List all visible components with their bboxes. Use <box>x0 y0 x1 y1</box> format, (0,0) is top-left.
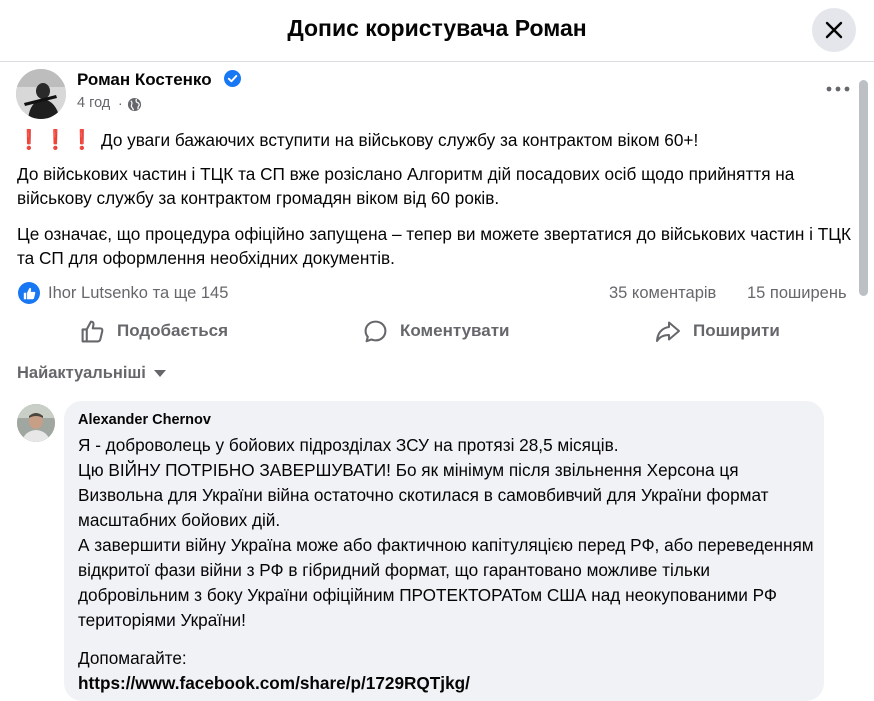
globe-icon <box>127 97 142 112</box>
post-headline <box>17 128 862 153</box>
commenter-name[interactable]: Alexander Chernov <box>78 412 211 428</box>
exclamation-icon: ❗❗❗ <box>17 130 97 151</box>
comment-bubble-icon <box>363 319 388 344</box>
share-button[interactable] <box>655 314 780 348</box>
like-label: Подобається <box>117 321 229 340</box>
comment-label: Коментувати <box>400 321 510 340</box>
comment-line-1: Я - доброволець у бойових підрозділах ЗСУ на протязі 28,5 місяців. <box>78 435 619 455</box>
post-timestamp[interactable]: 4 год <box>77 95 111 111</box>
share-label: Поширити <box>693 321 780 340</box>
comment-sort-dropdown[interactable] <box>17 364 166 383</box>
post-options-button[interactable] <box>818 76 858 102</box>
post-paragraph-1: До військових частин і ТЦК та СП вже розіслано Алгоритм дій посадових осіб щодо прийняття на військову службу за контрактом громадян віком від 60 років. <box>17 164 795 208</box>
like-button[interactable] <box>80 314 228 348</box>
comment-share-link[interactable]: https://www.facebook.com/share/p/1729RQTjkg/ <box>78 673 470 693</box>
like-reaction-icon[interactable] <box>18 282 40 304</box>
post-paragraph-2: Це означає, що процедура офіційно запущена – тепер ви можете звертатися до військових частин і ТЦК та СП для оформлення необхідних документів. <box>17 224 851 268</box>
author-avatar[interactable] <box>16 69 66 119</box>
comment-text <box>78 433 818 696</box>
sort-label: Найактуальніші <box>17 364 146 382</box>
comment-button[interactable] <box>363 314 510 348</box>
close-button[interactable] <box>812 8 856 52</box>
comment-line-3: А завершити війну Україна може або фактичною капітуляцією перед РФ, або переведенням відкритої фази війни з РФ в гібридний формат, що гарантовано можливе тільки добровільним з боку України офіційним ПРОТЕКТОРАТом США над неокупованими РФ територіями України! <box>78 535 814 630</box>
meta-separator: · <box>118 95 123 111</box>
share-arrow-icon <box>655 319 681 344</box>
comments-count[interactable]: 35 коментарів <box>609 284 717 302</box>
more-icon <box>826 86 850 92</box>
dialog-header <box>0 0 874 62</box>
close-icon <box>824 20 844 40</box>
post-headline-text: До уваги бажаючих вступити на військову службу за контрактом віком 60+! <box>100 130 699 150</box>
dialog-title: Допис користувача Роман <box>287 15 587 41</box>
comment-spacer <box>78 633 818 646</box>
shares-count[interactable]: 15 поширень <box>747 284 847 302</box>
thumbs-up-icon <box>80 319 105 344</box>
verified-badge-icon <box>224 70 241 87</box>
comment-line-2: Цю ВІЙНУ ПОТРІБНО ЗАВЕРШУВАТИ! Бо як мінімум після звільнення Херсона ця Визвольна для України війна остаточно скотилася в самовбивчий для України формат масштабних бойових дій. <box>78 460 769 530</box>
author-name[interactable]: Роман Костенко <box>77 70 212 89</box>
commenter-avatar[interactable] <box>17 404 55 442</box>
comment-line-4: Допомагайте: <box>78 648 187 668</box>
reactions-count[interactable]: Ihor Lutsenko та ще 145 <box>48 284 229 302</box>
caret-down-icon <box>154 370 166 378</box>
